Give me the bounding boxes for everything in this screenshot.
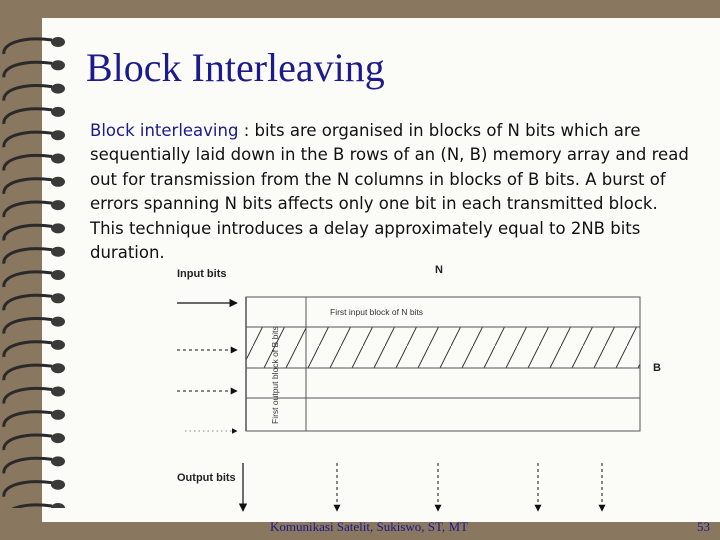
binding-ring (4, 249, 52, 264)
binding-hole (51, 60, 65, 70)
binding-hole (51, 177, 65, 187)
b-label: B (653, 362, 661, 374)
n-label: N (435, 264, 443, 276)
binding-hole (51, 456, 65, 466)
binding-hole (51, 107, 65, 117)
binding-ring (4, 202, 52, 217)
binding-ring (4, 39, 52, 54)
binding-ring (4, 62, 52, 77)
interleaving-diagram (165, 258, 710, 518)
binding-ring (4, 365, 52, 380)
binding-hole (51, 84, 65, 94)
slide-title: Block Interleaving (86, 45, 385, 90)
binding-ring (4, 155, 52, 170)
binding-hole (51, 130, 65, 140)
spiral-binding (0, 28, 72, 508)
binding-hole (51, 200, 65, 210)
binding-ring (4, 132, 52, 147)
binding-hole (51, 410, 65, 420)
body-description: : bits are organised in blocks of N bits which are sequentially laid down in the B rows of an (N, B) memory array and read out for transmission from the N columns in blocks of B bits. A burst of errors spanning N bits affects only one bit in each transmitted block. This technique introduces a delay approximately equal to 2NB bits duration. (90, 121, 689, 263)
binding-hole (51, 503, 65, 508)
binding-hole (51, 317, 65, 327)
page-number: 53 (697, 519, 710, 534)
binding-hole (51, 37, 65, 47)
binding-ring (4, 412, 52, 427)
first-input-block-label: First input block of N bits (330, 307, 424, 317)
binding-hole (51, 480, 65, 490)
binding-hole (51, 223, 65, 233)
binding-ring (4, 458, 52, 473)
binding-hole (51, 363, 65, 373)
binding-ring (4, 86, 52, 101)
binding-ring (4, 272, 52, 287)
body-text (90, 119, 690, 265)
binding-hole (51, 293, 65, 303)
binding-hole (51, 270, 65, 280)
binding-ring (4, 295, 52, 310)
binding-ring (4, 179, 52, 194)
input-bits-label: Input bits (177, 268, 227, 280)
binding-ring (4, 388, 52, 403)
binding-hole (51, 247, 65, 257)
first-input-block-hatch (246, 327, 640, 368)
term-highlight: Block interleaving (90, 121, 239, 140)
binding-hole (51, 433, 65, 443)
binding-ring (4, 505, 52, 508)
binding-ring (4, 482, 52, 497)
binding-hole (51, 154, 65, 164)
binding-ring (4, 435, 52, 450)
binding-ring (4, 319, 52, 334)
output-bits-label: Output bits (177, 472, 236, 484)
binding-hole (51, 340, 65, 350)
binding-ring (4, 109, 52, 124)
first-output-block-label: First output block of B bits (270, 326, 280, 424)
binding-ring (4, 342, 52, 357)
binding-ring (4, 225, 52, 240)
footer-credit: Komunikasi Satelit, Sukiswo, ST, MT (270, 519, 469, 534)
binding-hole (51, 387, 65, 397)
